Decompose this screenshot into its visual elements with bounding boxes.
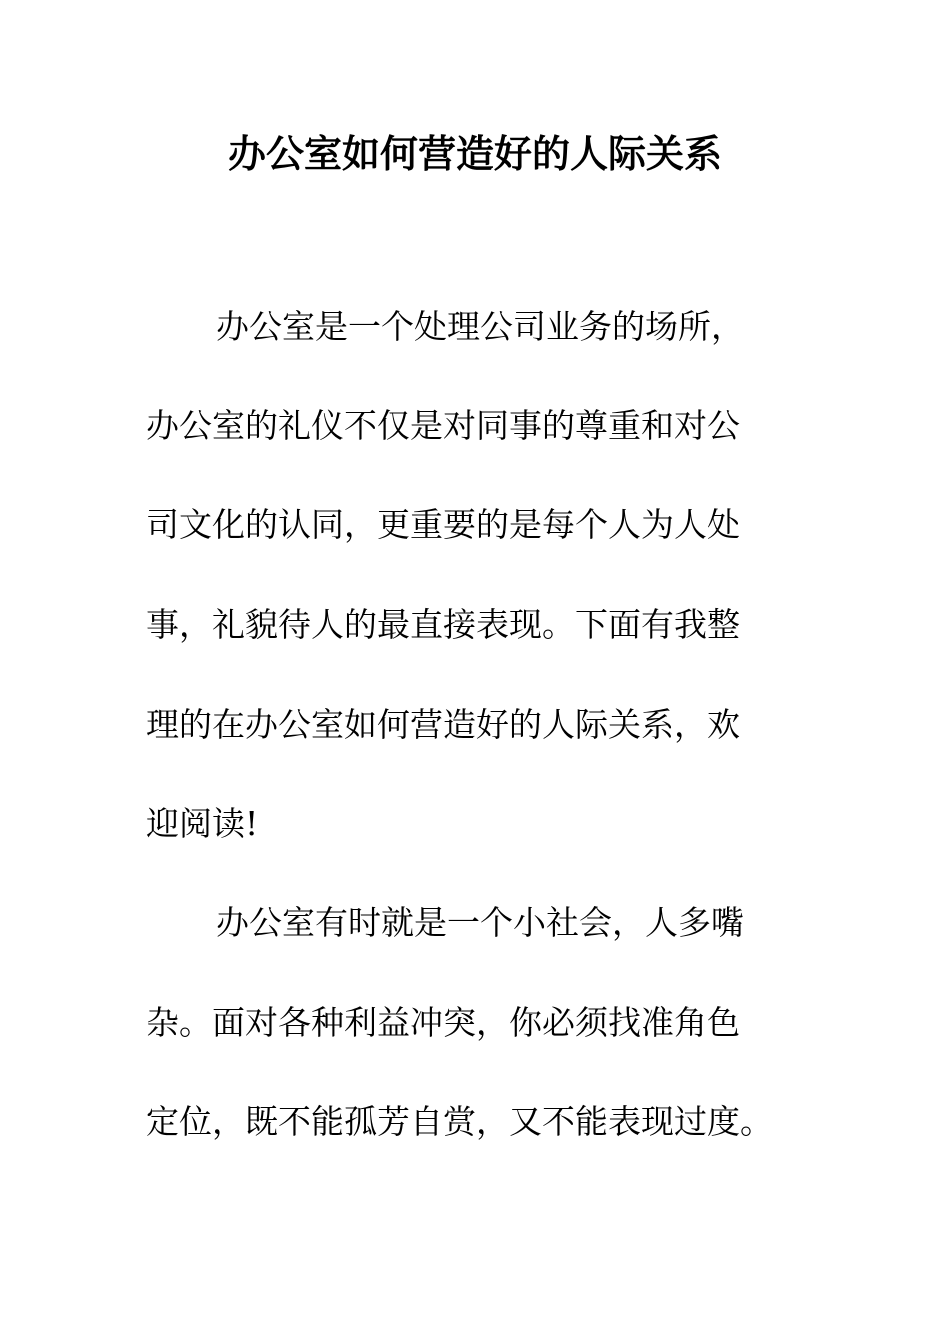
paragraph-1-line-4: 事，礼貌待人的最直接表现。下面有我整 [146,605,740,644]
paragraph-2-line-1: 办公室有时就是一个小社会，人多嘴 [216,903,744,942]
paragraph-2-line-2: 杂。面对各种利益冲突，你必须找准角色 [146,1003,740,1042]
paragraph-2-line-3: 定位，既不能孤芳自赏，又不能表现过度。 [146,1102,773,1141]
paragraph-1-line-5: 理的在办公室如何营造好的人际关系，欢 [146,705,740,744]
document-title: 办公室如何营造好的人际关系 [227,131,722,176]
paragraph-1-line-1: 办公室是一个处理公司业务的场所， [216,307,744,346]
paragraph-1-line-6: 迎阅读! [146,804,259,843]
paragraph-1-line-2: 办公室的礼仪不仅是对同事的尊重和对公 [146,406,740,445]
paragraph-1-line-3: 司文化的认同，更重要的是每个人为人处 [146,505,740,544]
